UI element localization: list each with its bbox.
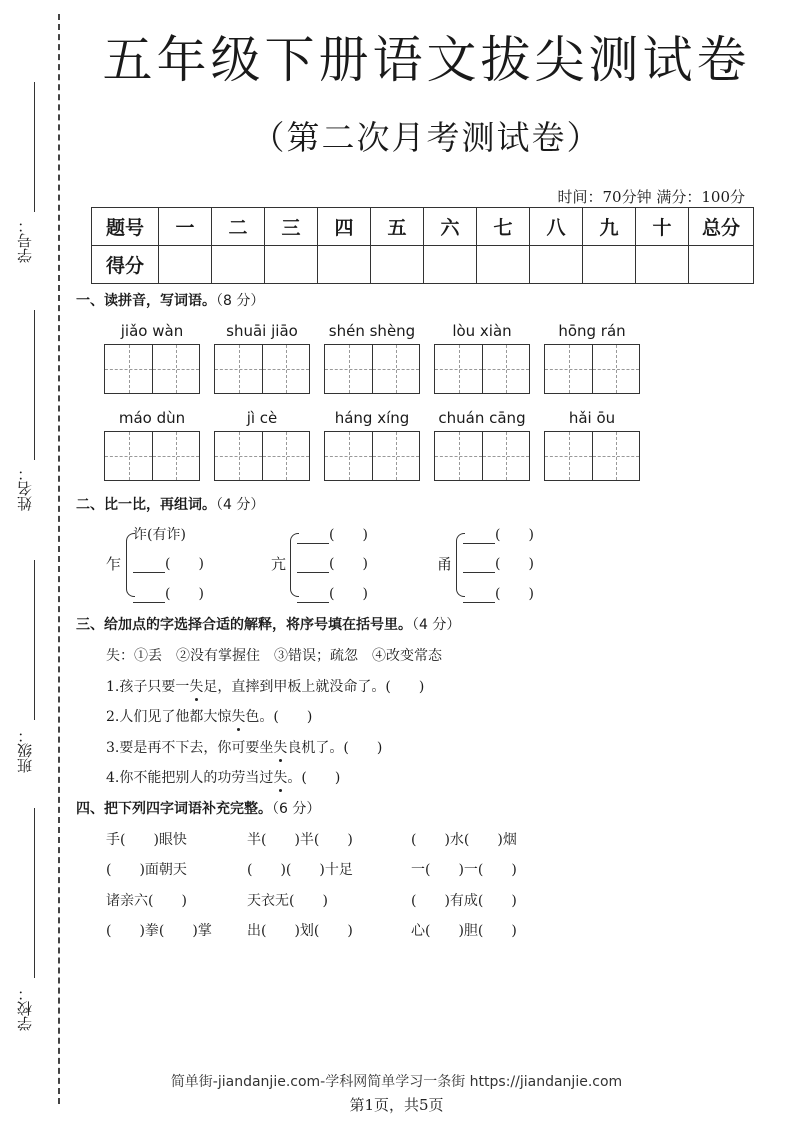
compare-answer[interactable]: ( ) (463, 524, 534, 544)
section3-options: 失：①丢 ②没有掌握住 ③错误；疏忽 ④改变常态 (106, 648, 442, 664)
pinyin-label: shén shèng (328, 322, 416, 340)
compare-answer[interactable]: ( ) (297, 553, 368, 573)
idiom-blank[interactable]: ( )面朝天 (106, 862, 187, 878)
section3-question[interactable]: 2.人们见了他都大惊失色。( ) (106, 709, 313, 725)
score-cell[interactable] (689, 246, 754, 284)
writing-grid[interactable] (104, 344, 200, 394)
idiom-blank[interactable]: ( )( )十足 (247, 862, 353, 878)
compare-answer[interactable]: ( ) (133, 553, 204, 573)
score-header-cell: 总分 (689, 208, 754, 246)
idiom-blank[interactable]: ( )拳( )掌 (106, 923, 212, 939)
writing-grid[interactable] (324, 344, 420, 394)
section2-title (76, 494, 264, 514)
page-subtitle: （第二次月考测试卷） (251, 118, 602, 157)
compare-answer[interactable]: ( ) (133, 583, 204, 603)
idiom-blank[interactable]: 半( )半( ) (247, 832, 353, 848)
dotted-char: 失 (189, 679, 204, 695)
score-cell[interactable] (530, 246, 583, 284)
dotted-char: 失 (273, 740, 288, 756)
score-table (91, 207, 754, 284)
score-row-label: 得分 (92, 246, 159, 284)
pinyin-label: shuāi jiāo (226, 322, 298, 340)
section1-title (76, 290, 264, 310)
score-table-header-row (92, 208, 754, 246)
compare-char: 亢 (271, 555, 287, 573)
section2-heading: 二、比一比，再组词。 (76, 497, 216, 513)
score-header-cell: 十 (636, 208, 689, 246)
score-cell[interactable] (159, 246, 212, 284)
section1-points: （8 分） (216, 293, 265, 309)
pinyin-label: hǎi ōu (568, 409, 616, 427)
compare-answer[interactable]: ( ) (463, 553, 534, 573)
score-header-cell: 五 (371, 208, 424, 246)
class-label: 班级： (16, 728, 34, 773)
idiom-blank[interactable]: 诸亲六( ) (106, 893, 187, 909)
writing-grid[interactable] (214, 431, 310, 481)
pinyin-label: máo dùn (118, 409, 186, 427)
pinyin-label: jì cè (246, 409, 278, 427)
score-cell[interactable] (636, 246, 689, 284)
compare-char: 甬 (437, 555, 453, 573)
compare-answer[interactable]: ( ) (297, 524, 368, 544)
section3-title (76, 614, 460, 634)
class-rule (34, 560, 35, 720)
dotted-char: 失 (273, 770, 288, 786)
section4-title (76, 798, 320, 818)
writing-grid[interactable] (214, 344, 310, 394)
score-header-cell: 三 (265, 208, 318, 246)
writing-grid[interactable] (104, 431, 200, 481)
section3-points: （4 分） (412, 617, 461, 633)
section3-question[interactable]: 4.你不能把别人的功劳当过失。( ) (106, 770, 341, 786)
score-cell[interactable] (265, 246, 318, 284)
section2-points: （4 分） (216, 497, 265, 513)
score-cell[interactable] (477, 246, 530, 284)
score-header-cell: 一 (159, 208, 212, 246)
pinyin-label: jiǎo wàn (120, 322, 184, 340)
score-header-cell: 题号 (92, 208, 159, 246)
score-header-cell: 六 (424, 208, 477, 246)
section4-heading: 四、把下列四字词语补充完整。 (76, 801, 272, 817)
section3-question[interactable]: 3.要是再不下去，你可要坐失良机了。( ) (106, 740, 383, 756)
compare-example: 诈(有诈) (133, 527, 186, 543)
page-title: 五年级下册语文拔尖测试卷 (102, 31, 751, 89)
school-rule (34, 808, 35, 978)
section3-heading: 三、给加点的字选择合适的解释，将序号填在括号里。 (76, 617, 412, 633)
pinyin-label: hōng rán (558, 322, 626, 340)
section1-heading: 一、读拼音，写词语。 (76, 293, 216, 309)
binding-dashed-line (58, 14, 60, 1104)
score-header-cell: 七 (477, 208, 530, 246)
idiom-blank[interactable]: ( )水( )烟 (411, 832, 517, 848)
name-label: 姓名： (16, 466, 34, 511)
student-no-rule (34, 82, 35, 212)
writing-grid[interactable] (544, 344, 640, 394)
compare-answer[interactable]: ( ) (297, 583, 368, 603)
score-cell[interactable] (424, 246, 477, 284)
idiom-blank[interactable]: ( )有成( ) (411, 893, 517, 909)
pinyin-label: chuán cāng (438, 409, 526, 427)
compare-char: 乍 (106, 555, 122, 573)
idiom-blank[interactable]: 天衣无( ) (247, 893, 328, 909)
score-header-cell: 二 (212, 208, 265, 246)
student-no-label: 学号： (16, 218, 34, 263)
section4-points: （6 分） (272, 801, 321, 817)
idiom-blank[interactable]: 手( )眼快 (106, 832, 187, 848)
score-cell[interactable] (371, 246, 424, 284)
exam-meta: 时间：70分钟 满分：100分 (557, 188, 745, 206)
name-rule (34, 310, 35, 460)
pinyin-label: háng xíng (334, 409, 410, 427)
writing-grid[interactable] (544, 431, 640, 481)
score-cell[interactable] (583, 246, 636, 284)
score-header-cell: 八 (530, 208, 583, 246)
score-table-score-row (92, 246, 754, 284)
dotted-char: 失 (231, 709, 246, 725)
writing-grid[interactable] (434, 344, 530, 394)
idiom-blank[interactable]: 心( )胆( ) (411, 923, 517, 939)
score-header-cell: 四 (318, 208, 371, 246)
school-label: 学校： (16, 986, 34, 1031)
idiom-blank[interactable]: 一( )一( ) (411, 862, 517, 878)
score-header-cell: 九 (583, 208, 636, 246)
pinyin-label: lòu xiàn (452, 322, 512, 340)
score-cell[interactable] (318, 246, 371, 284)
idiom-blank[interactable]: 出( )划( ) (247, 923, 353, 939)
footer-site: 简单街-jiandanjie.com-学科网简单学习一条街 https://jiandanjie.com (170, 1074, 623, 1090)
writing-grid[interactable] (324, 431, 420, 481)
writing-grid[interactable] (434, 431, 530, 481)
section3-question[interactable]: 1.孩子只要一失足，直摔到甲板上就没命了。( ) (106, 679, 425, 695)
score-cell[interactable] (212, 246, 265, 284)
footer-page-number: 第1页，共5页 (349, 1096, 444, 1114)
compare-answer[interactable]: ( ) (463, 583, 534, 603)
